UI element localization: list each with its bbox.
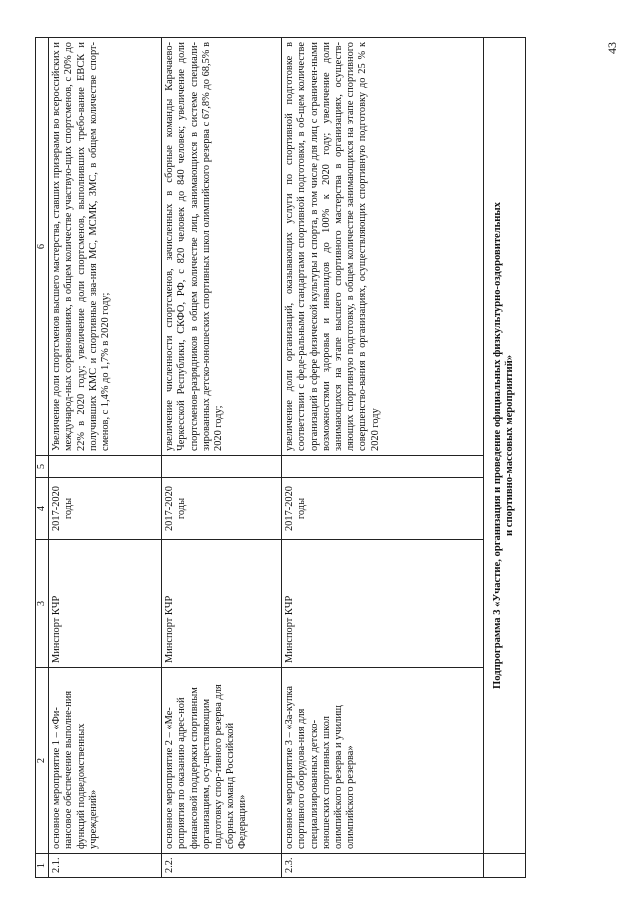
table-row [282, 38, 484, 878]
header-col-6: 6 [36, 38, 49, 456]
row-number: 2.3. [282, 854, 484, 878]
page-number: 43 [605, 42, 619, 54]
measure-cell: основное мероприятие 1 – «Фи-нансовое обеспечение выполне-ния функций подведомственных учреждений» [49, 668, 162, 854]
header-row [36, 38, 49, 878]
period-cell: 2017-2020 годы [49, 478, 162, 540]
header-col-5: 5 [36, 456, 49, 478]
measure-cell: основное мероприятие 2 – «Ме-роприятия по оказанию адрес-ной финансовой поддержки спортивным организациям, осу-ществляющим подготовку спор-тивного резерва для сборных команд Российской Федерации» [162, 668, 282, 854]
executor-cell: Минспорт КЧР [282, 540, 484, 668]
executor-cell: Минспорт КЧР [49, 540, 162, 668]
period-cell: 2017-2020 годы [282, 478, 484, 540]
program-table [35, 37, 526, 878]
col5-cell [162, 456, 282, 478]
table-row [162, 38, 282, 878]
table-row [49, 38, 162, 878]
subprogram-heading-line-1: Подпрограмма 3 «Участие, организация и проведение официальных физкультурно-оздоровительных [492, 202, 504, 689]
rotated-page-content [15, 20, 565, 900]
subprogram-heading [484, 38, 525, 854]
header-col-2: 2 [36, 668, 49, 854]
subprogram-heading-line-2: и спортивно-массовых мероприятий» [504, 354, 516, 537]
header-col-3: 3 [36, 540, 49, 668]
period-cell: 2017-2020 годы [162, 478, 282, 540]
col5-cell [49, 456, 162, 478]
row-number: 2.1. [49, 854, 162, 878]
row-number: 2.2. [162, 854, 282, 878]
subprogram-row [484, 38, 525, 878]
result-cell: Увеличение доли спортсменов высшего мастерства, ставших призерами во всероссийских и международ-ных соревнованиях, в общем количестве участвую-щих спортсменов, с 20% до 22% в 2020 году; увеличение доли спортсменов, выполнивших требо-вание ЕВСК и получивших КМС и спортивные зва-ния МС, МСМК, ЗМС, в общем количестве спорт-сменов, с 1,4% до 1,7% в 2020 году; [49, 38, 162, 456]
subprogram-number-cell [484, 854, 525, 878]
header-col-1: 1 [36, 854, 49, 878]
measure-cell: основное мероприятие 3 – «За-купка спортивного оборудова-ния для специализированных детско-юношеских спортивных школ олимпийского резерва и училищ олимпийского резерва» [282, 668, 484, 854]
header-col-4: 4 [36, 478, 49, 540]
col5-cell [282, 456, 484, 478]
result-cell: увеличение численности спортсменов, зачисленных в сборные команды Карачаево-Черкесской Республики, СКФО, РФ, с 820 человек до 840 человек; увеличение доли спортсменов-разрядников в общем количестве лиц, занимающихся в системе специали-зированных детско-юношеских спортивных школ олимпийского резерва с 67,8% до 68,5% в 2020 году; [162, 38, 282, 456]
executor-cell: Минспорт КЧР [162, 540, 282, 668]
result-cell: увеличение доли организаций, оказывающих услуги по спортивной подготовке в соответствии с феде-ральными стандартами спортивной подготовки, в об-щем количестве организаций в сфере физической культуры и спорта, в том числе для лиц с ограничен-ными возможностями здоровья и инвалидов до 100% к 2020 году; увеличение доли занимающихся на этапе высшего спортивного мастерства в организациях, осуществ-ляющих спортивную подготовку, в общем количестве занимающихся на этапе спортивного совершенство-вания в организациях, осуществляющих спортивную подготовку до 25 % к 2020 году [282, 38, 484, 456]
